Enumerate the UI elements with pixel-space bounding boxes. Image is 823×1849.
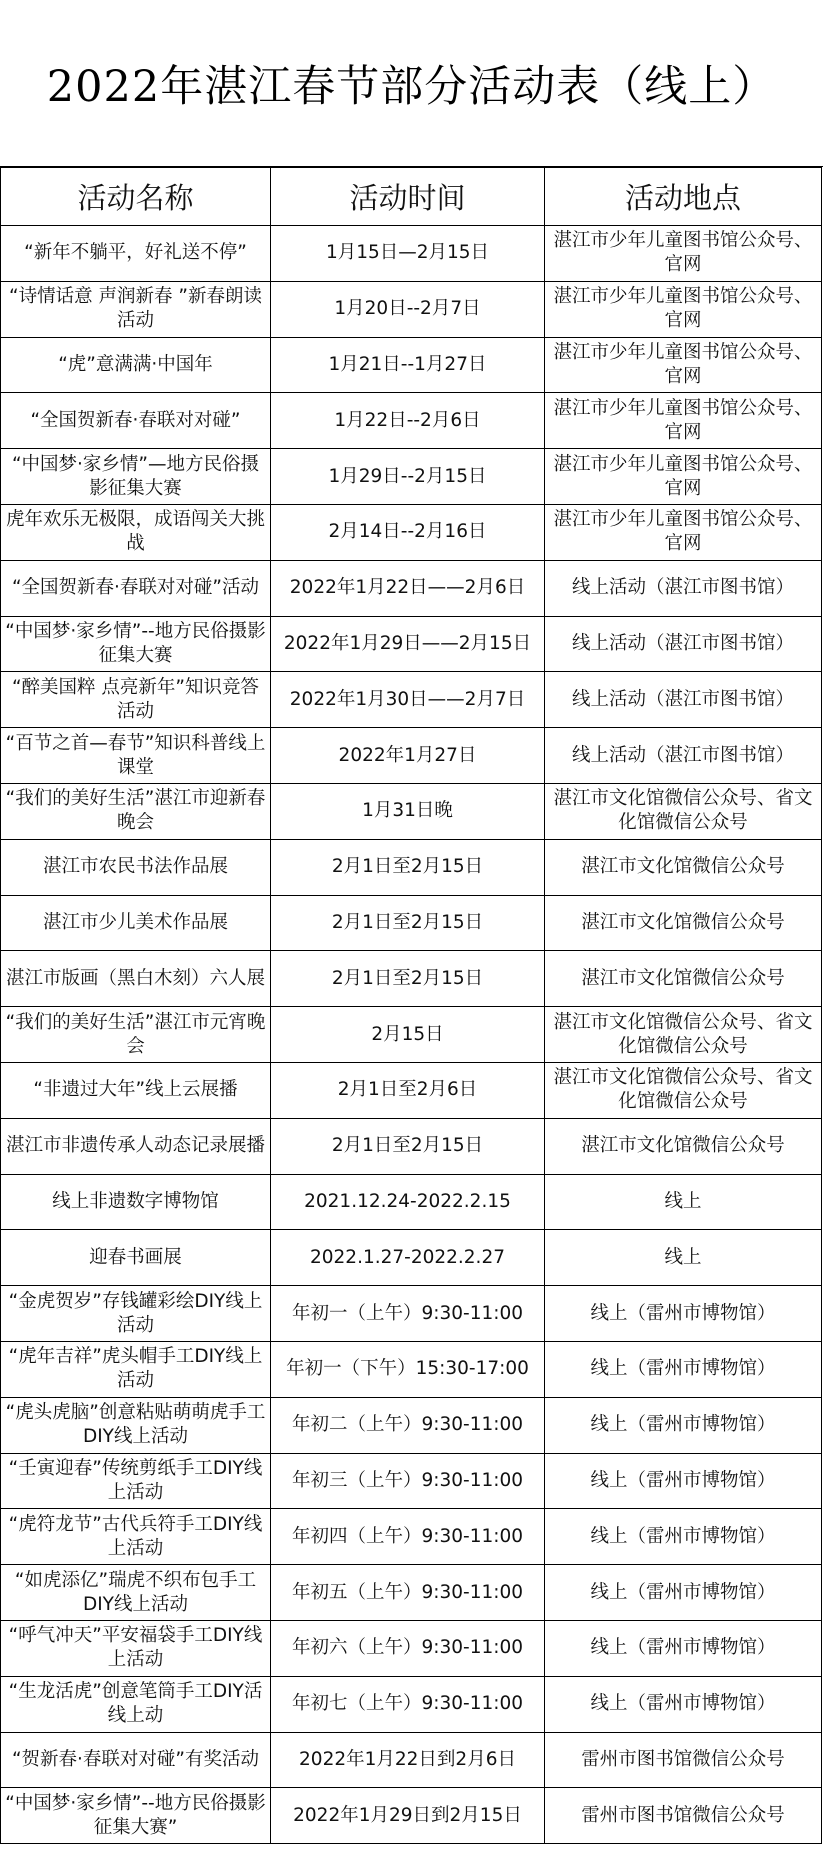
table-row: [1, 1397, 822, 1453]
activity-location-cell: 线上活动（湛江市图书馆）: [545, 616, 822, 672]
activity-location-cell: 线上（雷州市博物馆）: [545, 1341, 822, 1397]
table-row: [1, 672, 822, 728]
column-header-time: 活动时间: [271, 168, 545, 226]
activity-name-cell: “诗情话意 声润新春 ”新春朗读活动: [1, 281, 271, 337]
activity-location-cell: 线上（雷州市博物馆）: [545, 1509, 822, 1565]
table-row: [1, 560, 822, 616]
table-row: [1, 839, 822, 895]
activity-name-cell: “虎头虎脑”创意粘贴萌萌虎手工DIY线上活动: [1, 1397, 271, 1453]
activity-time-cell: 2月1日至2月15日: [271, 1118, 545, 1174]
table-row: [1, 728, 822, 784]
table-row: [1, 1453, 822, 1509]
activity-location-cell: 湛江市文化馆微信公众号、省文化馆微信公众号: [545, 1062, 822, 1118]
activity-name-cell: 虎年欢乐无极限，成语闯关大挑战: [1, 504, 271, 560]
activity-time-cell: 年初六（上午）9:30-11:00: [271, 1620, 545, 1676]
activity-name-cell: “新年不躺平，好礼送不停”: [1, 226, 271, 282]
activity-time-cell: 2022年1月30日——2月7日: [271, 672, 545, 728]
table-row: [1, 1286, 822, 1342]
activity-name-cell: “虎符龙节”古代兵符手工DIY线上活动: [1, 1509, 271, 1565]
activity-location-cell: 湛江市少年儿童图书馆公众号、官网: [545, 281, 822, 337]
activity-name-cell: “百节之首—春节”知识科普线上课堂: [1, 728, 271, 784]
table-row: [1, 449, 822, 505]
page-title: 2022年湛江春节部分活动表（线上）: [0, 0, 823, 167]
table-row: [1, 1062, 822, 1118]
activity-location-cell: 湛江市文化馆微信公众号: [545, 839, 822, 895]
activity-time-cell: 2022年1月22日到2月6日: [271, 1732, 545, 1788]
table-row: [1, 393, 822, 449]
activity-time-cell: 年初一（上午）9:30-11:00: [271, 1286, 545, 1342]
activity-time-cell: 1月21日--1月27日: [271, 337, 545, 393]
activity-location-cell: 湛江市少年儿童图书馆公众号、官网: [545, 504, 822, 560]
activity-location-cell: 湛江市文化馆微信公众号: [545, 951, 822, 1007]
activity-name-cell: “我们的美好生活”湛江市元宵晚会: [1, 1007, 271, 1063]
table-row: [1, 337, 822, 393]
activity-location-cell: 湛江市文化馆微信公众号: [545, 895, 822, 951]
activity-name-cell: “我们的美好生活”湛江市迎新春晚会: [1, 783, 271, 839]
activity-name-cell: “呼气冲天”平安福袋手工DIY线上活动: [1, 1620, 271, 1676]
activity-location-cell: 线上（雷州市博物馆）: [545, 1397, 822, 1453]
table-row: [1, 1174, 822, 1230]
activity-time-cell: 1月31日晚: [271, 783, 545, 839]
activity-location-cell: 线上（雷州市博物馆）: [545, 1676, 822, 1732]
activity-time-cell: 1月22日--2月6日: [271, 393, 545, 449]
activity-name-cell: “生龙活虎”创意笔筒手工DIY活线上动: [1, 1676, 271, 1732]
activity-name-cell: “贺新春·春联对对碰”有奖活动: [1, 1732, 271, 1788]
activity-time-cell: 2月1日至2月6日: [271, 1062, 545, 1118]
activity-name-cell: “非遗过大年”线上云展播: [1, 1062, 271, 1118]
activity-name-cell: “如虎添亿”瑞虎不织布包手工DIY线上活动: [1, 1565, 271, 1621]
column-header-location: 活动地点: [545, 168, 822, 226]
activity-location-cell: 线上（雷州市博物馆）: [545, 1453, 822, 1509]
activity-location-cell: 线上活动（湛江市图书馆）: [545, 672, 822, 728]
activity-location-cell: 湛江市少年儿童图书馆公众号、官网: [545, 449, 822, 505]
activity-name-cell: 湛江市少儿美术作品展: [1, 895, 271, 951]
activity-time-cell: 年初二（上午）9:30-11:00: [271, 1397, 545, 1453]
activity-time-cell: 2月1日至2月15日: [271, 951, 545, 1007]
activity-name-cell: “虎”意满满·中国年: [1, 337, 271, 393]
activity-table: [0, 167, 822, 1844]
table-row: [1, 895, 822, 951]
table-row: [1, 616, 822, 672]
table-row: [1, 1620, 822, 1676]
activity-name-cell: “醉美国粹 点亮新年”知识竞答活动: [1, 672, 271, 728]
activity-time-cell: 2月1日至2月15日: [271, 895, 545, 951]
activity-time-cell: 2022年1月29日到2月15日: [271, 1788, 545, 1844]
activity-location-cell: 雷州市图书馆微信公众号: [545, 1732, 822, 1788]
activity-location-cell: 湛江市少年儿童图书馆公众号、官网: [545, 226, 822, 282]
activity-name-cell: “中国梦·家乡情”—地方民俗摄影征集大赛: [1, 449, 271, 505]
activity-location-cell: 线上（雷州市博物馆）: [545, 1620, 822, 1676]
table-row: [1, 1732, 822, 1788]
activity-location-cell: 湛江市文化馆微信公众号、省文化馆微信公众号: [545, 1007, 822, 1063]
column-header-name: 活动名称: [1, 168, 271, 226]
table-row: [1, 281, 822, 337]
table-row: [1, 504, 822, 560]
activity-location-cell: 线上（雷州市博物馆）: [545, 1286, 822, 1342]
activity-time-cell: 2022.1.27-2022.2.27: [271, 1230, 545, 1286]
activity-location-cell: 湛江市少年儿童图书馆公众号、官网: [545, 337, 822, 393]
table-row: [1, 1230, 822, 1286]
activity-time-cell: 2022年1月29日——2月15日: [271, 616, 545, 672]
table-row: [1, 1788, 822, 1844]
activity-name-cell: “虎年吉祥”虎头帽手工DIY线上活动: [1, 1341, 271, 1397]
activity-time-cell: 1月15日—2月15日: [271, 226, 545, 282]
activity-time-cell: 1月29日--2月15日: [271, 449, 545, 505]
activity-name-cell: “中国梦·家乡情”--地方民俗摄影征集大赛: [1, 616, 271, 672]
activity-name-cell: “全国贺新春·春联对对碰”活动: [1, 560, 271, 616]
activity-time-cell: 年初五（上午）9:30-11:00: [271, 1565, 545, 1621]
activity-name-cell: “金虎贺岁”存钱罐彩绘DIY线上活动: [1, 1286, 271, 1342]
activity-name-cell: “全国贺新春·春联对对碰”: [1, 393, 271, 449]
activity-name-cell: 迎春书画展: [1, 1230, 271, 1286]
activity-time-cell: 2021.12.24-2022.2.15: [271, 1174, 545, 1230]
activity-location-cell: 线上: [545, 1230, 822, 1286]
activity-time-cell: 年初七（上午）9:30-11:00: [271, 1676, 545, 1732]
activity-name-cell: 线上非遗数字博物馆: [1, 1174, 271, 1230]
activity-time-cell: 1月20日--2月7日: [271, 281, 545, 337]
activity-time-cell: 年初一（下午）15:30-17:00: [271, 1341, 545, 1397]
activity-location-cell: 线上: [545, 1174, 822, 1230]
activity-location-cell: 线上活动（湛江市图书馆）: [545, 560, 822, 616]
activity-time-cell: 2月1日至2月15日: [271, 839, 545, 895]
activity-location-cell: 线上（雷州市博物馆）: [545, 1565, 822, 1621]
activity-location-cell: 湛江市文化馆微信公众号、省文化馆微信公众号: [545, 783, 822, 839]
activity-location-cell: 线上活动（湛江市图书馆）: [545, 728, 822, 784]
table-row: [1, 951, 822, 1007]
activity-time-cell: 2022年1月22日——2月6日: [271, 560, 545, 616]
table-row: [1, 1341, 822, 1397]
table-row: [1, 1565, 822, 1621]
activity-location-cell: 湛江市少年儿童图书馆公众号、官网: [545, 393, 822, 449]
table-row: [1, 1676, 822, 1732]
table-row: [1, 1118, 822, 1174]
activity-time-cell: 2022年1月27日: [271, 728, 545, 784]
activity-name-cell: “壬寅迎春”传统剪纸手工DIY线上活动: [1, 1453, 271, 1509]
table-row: [1, 226, 822, 282]
activity-time-cell: 2月15日: [271, 1007, 545, 1063]
activity-location-cell: 雷州市图书馆微信公众号: [545, 1788, 822, 1844]
table-row: [1, 783, 822, 839]
table-row: [1, 1509, 822, 1565]
activity-location-cell: 湛江市文化馆微信公众号: [545, 1118, 822, 1174]
activity-name-cell: 湛江市版画（黑白木刻）六人展: [1, 951, 271, 1007]
table-row: [1, 1007, 822, 1063]
activity-name-cell: “中国梦·家乡情”--地方民俗摄影征集大赛”: [1, 1788, 271, 1844]
activity-time-cell: 年初三（上午）9:30-11:00: [271, 1453, 545, 1509]
table-header-row: [1, 168, 822, 226]
activity-time-cell: 年初四（上午）9:30-11:00: [271, 1509, 545, 1565]
activity-name-cell: 湛江市农民书法作品展: [1, 839, 271, 895]
activity-time-cell: 2月14日--2月16日: [271, 504, 545, 560]
activity-name-cell: 湛江市非遗传承人动态记录展播: [1, 1118, 271, 1174]
